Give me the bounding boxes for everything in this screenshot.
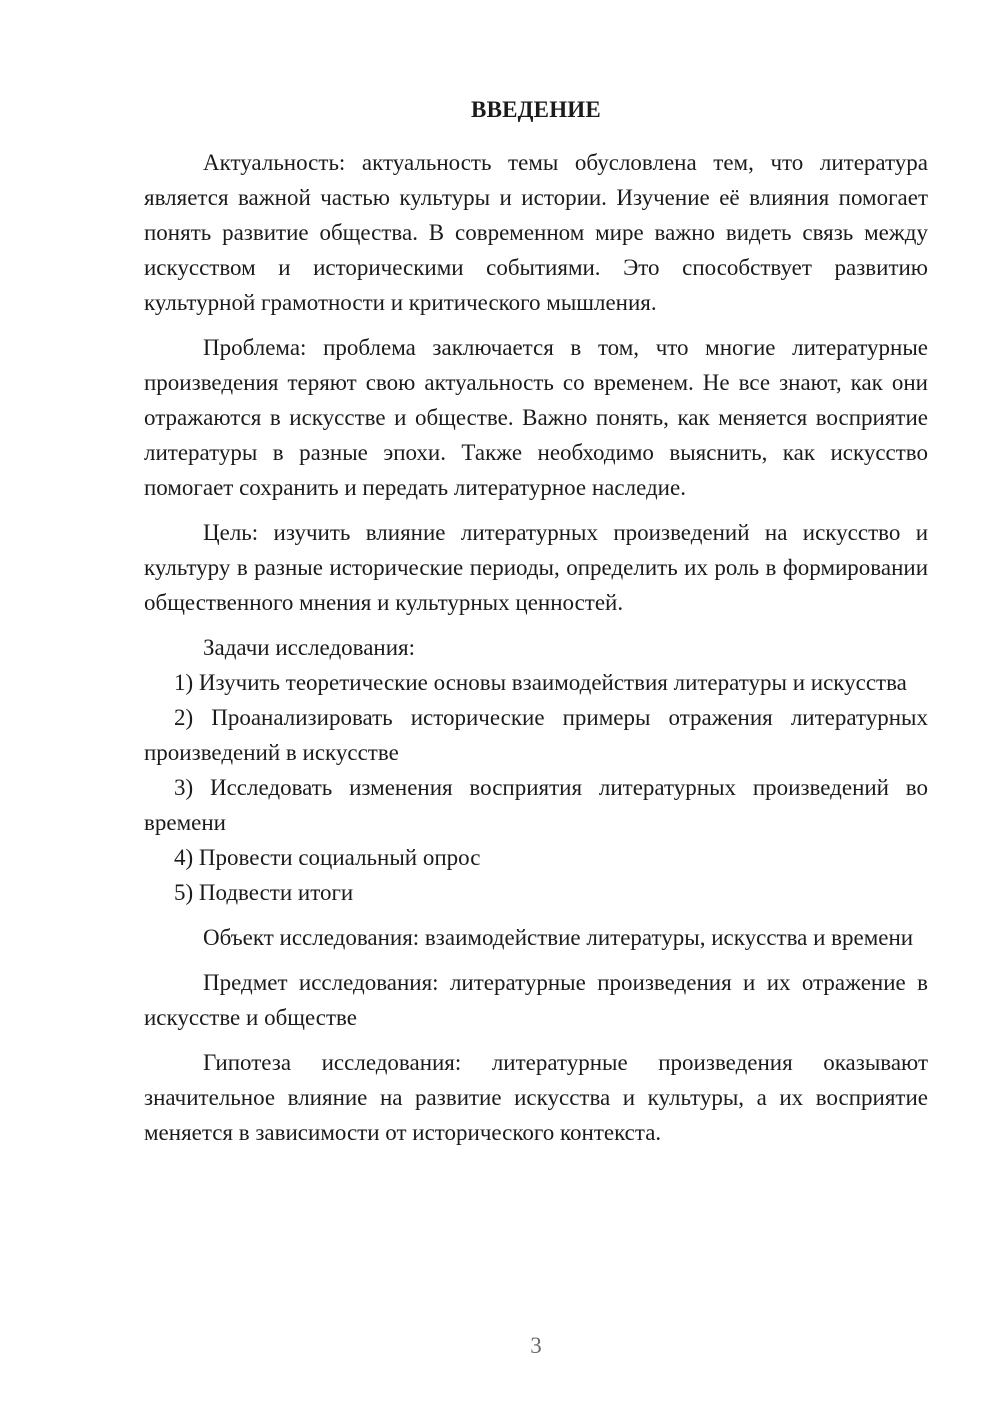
document-body xyxy=(144,145,928,1150)
paragraph-problem: Проблема: проблема заключается в том, что многие литературные произведения теряют свою актуальность со временем. Не все знают, как они отражаются в искусстве и обществе. Важно понять, как меняется восприятие литературы в разные эпохи. Также необходимо выяснить, как искусство помогает сохранить и передать литературное наследие. xyxy=(144,335,928,500)
paragraph-subject: Предмет исследования: литературные произведения и их отражение в искусстве и обществе xyxy=(144,970,928,1030)
task-item-2: 2) Проанализировать исторические примеры отражения литературных произведений в искусстве xyxy=(144,705,928,765)
page-number: 3 xyxy=(530,1333,542,1358)
paragraph-object: Объект исследования: взаимодействие литературы, искусства и времени xyxy=(203,925,914,950)
paragraph-hypothesis: Гипотеза исследования: литературные произведения оказывают значительное влияние на развитие искусства и культуры, а их восприятие меняется в зависимости от исторического контекста. xyxy=(144,1050,928,1145)
tasks-heading: Задачи исследования: xyxy=(203,635,416,660)
paragraph-relevance: Актуальность: актуальность темы обусловлена тем, что литература является важной частью культуры и истории. Изучение её влияния помогает понять развитие общества. В современном мире важно видеть связь между искусством и историческими событиями. Это способствует развитию культурной грамотности и критического мышления. xyxy=(144,150,928,315)
page-title: ВВЕДЕНИЕ xyxy=(471,97,601,122)
task-item-3: 3) Исследовать изменения восприятия литературных произведений во времени xyxy=(144,775,928,835)
task-item-5: 5) Подвести итоги xyxy=(174,880,354,905)
task-item-4: 4) Провести социальный опрос xyxy=(174,845,481,870)
task-item-1: 1) Изучить теоретические основы взаимодействия литературы и искусства xyxy=(174,670,907,695)
paragraph-goal: Цель: изучить влияние литературных произведений на искусство и культуру в разные исторические периоды, определить их роль в формировании общественного мнения и культурных ценностей. xyxy=(144,520,928,615)
